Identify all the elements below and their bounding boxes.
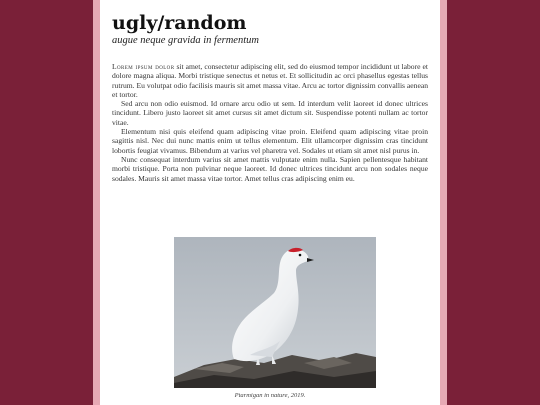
paragraph-3: Elementum nisi quis eleifend quam adipiscing vitae proin. Eleifend quam adipiscing vitae proin sagittis nisl. Nec dui nunc mattis enim ut tellus elementum. Elit ullamcorper dignissim cras tincidunt lobortis feugiat vivamus. Bibendum at varius vel pharetra vel. Sodales ut etiam sit amet nisl purus in. — [112, 127, 428, 155]
paragraph-4: Nunc consequat interdum varius sit amet mattis vulputate enim nulla. Sapien pellentesque habitant morbi tristique. Porta non pulvinar neque laoreet. Id donec ultrices tincidunt arcu non sodales neque sodales. Mauris sit amet massa vitae tortor. Amet tellus cras adipiscing enim eu. — [112, 154, 428, 183]
article-body — [112, 62, 428, 183]
page-subtitle: augue neque gravida in fermentum — [112, 35, 259, 46]
paragraph-1 — [112, 62, 428, 99]
paragraph-1-text: sit amet, consectetur adipiscing elit, sed do eiusmod tempor incididunt ut labore et dolore magna aliqua. Morbi tristique senectus et netus et. Et sollicitudin ac orci phasellus egestas tellus rutrum. Eu volutpat odio facilisis mauris sit amet massa vitae. Arcu ac tortor dignissim convallis aenean et tortor. — [112, 62, 429, 99]
document-page — [100, 0, 440, 405]
lead-smallcaps: Lorem ipsum dolor — [112, 62, 175, 71]
ptarmigan-photo — [174, 237, 376, 388]
figure — [174, 237, 376, 388]
page-title: ugly/random — [112, 12, 247, 34]
figure-caption: Ptarmigan in nature, 2019. — [234, 392, 306, 399]
paragraph-2: Sed arcu non odio euismod. Id ornare arcu odio ut sem. Id interdum velit laoreet id donec ultrices tincidunt. Libero justo laoreet sit amet cursus sit amet dictum sit. Suspendisse potenti nullam ac tortor vitae. — [112, 99, 428, 127]
